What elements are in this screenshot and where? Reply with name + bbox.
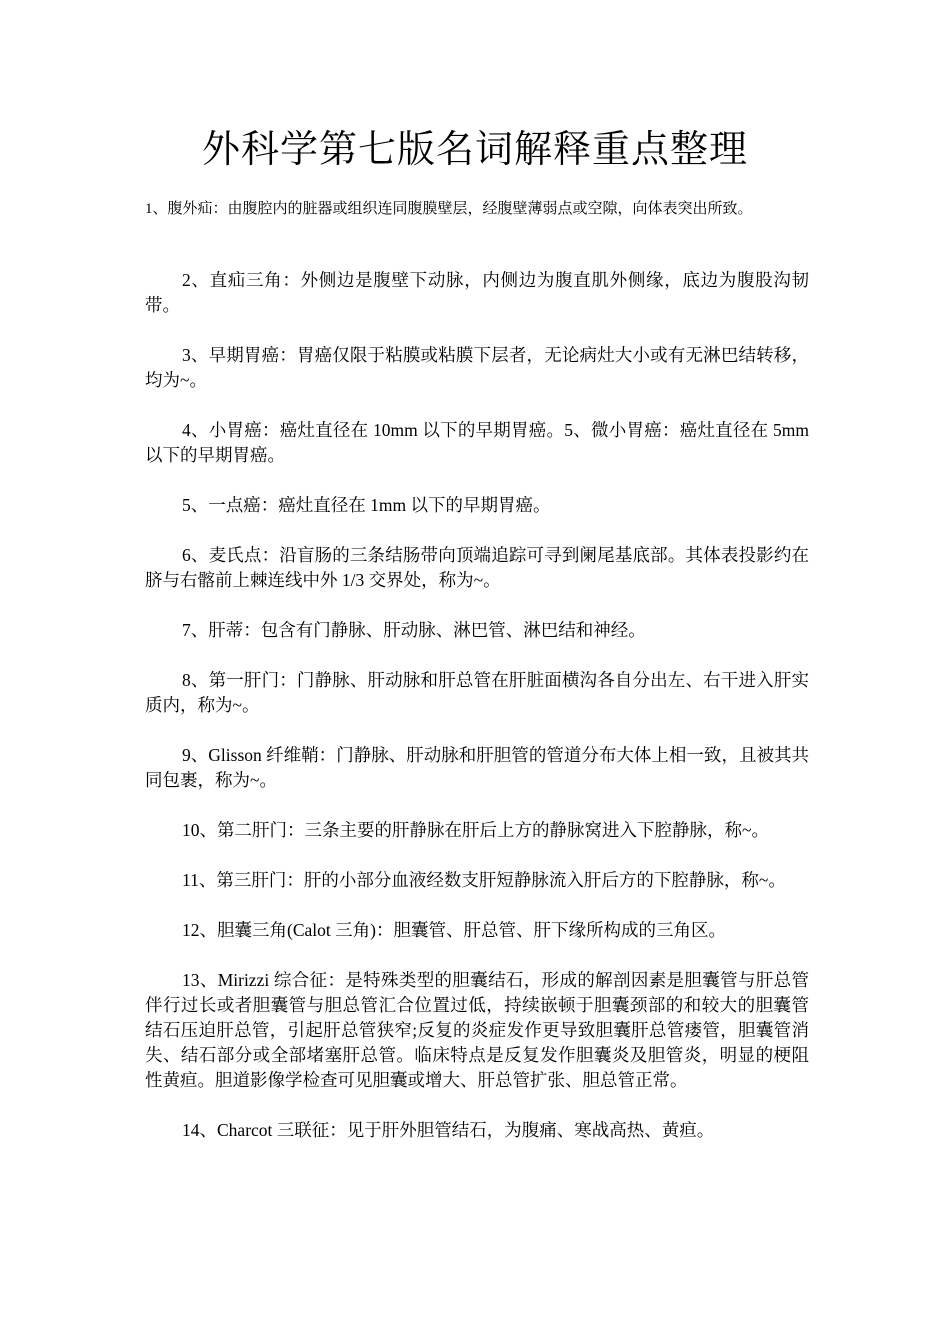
definition-5-one-point-cancer: 5、一点癌：癌灶直径在 1mm 以下的早期胃癌。 bbox=[182, 495, 551, 515]
definition-6: 6、麦氏点：沿盲肠的三条结肠带向顶端追踪可寻到阑尾基底部。其体表投影约在脐与右髂前上棘连线中外 1/3 交界处，称为~。 bbox=[145, 545, 809, 590]
definition-11: 11、第三肝门：肝的小部分血液经数支肝短静脉流入肝后方的下腔静脉，称~。 bbox=[182, 870, 786, 890]
definition-1: 1、腹外疝：由腹腔内的脏器或组织连同腹膜壁层，经腹壁薄弱点或空隙，向体表突出所致。 bbox=[145, 201, 753, 217]
definition-8: 8、第一肝门：门静脉、肝动脉和肝总管在肝脏面横沟各自分出左、右干进入肝实质内，称为~。 bbox=[145, 670, 809, 715]
definition-14: 14、Charcot 三联征：见于肝外胆管结石，为腹痛、寒战高热、黄疸。 bbox=[182, 1120, 715, 1140]
definition-4-5: 4、小胃癌：癌灶直径在 10mm 以下的早期胃癌。5、微小胃癌：癌灶直径在 5mm 以下的早期胃癌。 bbox=[145, 420, 809, 465]
definition-10: 10、第二肝门：三条主要的肝静脉在肝后上方的静脉窝进入下腔静脉，称~。 bbox=[182, 820, 769, 840]
definition-2: 2、直疝三角：外侧边是腹壁下动脉，内侧边为腹直肌外侧缘，底边为腹股沟韧带。 bbox=[145, 270, 809, 315]
definition-3: 3、早期胃癌：胃癌仅限于粘膜或粘膜下层者，无论病灶大小或有无淋巴结转移，均为~。 bbox=[145, 345, 809, 390]
definition-13: 13、Mirizzi 综合征：是特殊类型的胆囊结石，形成的解剖因素是胆囊管与肝总管伴行过长或者胆囊管与胆总管汇合位置过低，持续嵌顿于胆囊颈部的和较大的胆囊管结石压迫肝总管，引起肝总管狭窄;反复的炎症发作更导致胆囊肝总管瘘管，胆囊管消失、结石部分或全部堵塞肝总管。临床特点是反复发作胆囊炎及胆管炎，明显的梗阻性黄疸。胆道影像学检查可见胆囊或增大、肝总管扩张、胆总管正常。 bbox=[145, 970, 809, 1090]
document-title: 外科学第七版名词解释重点整理 bbox=[201, 129, 748, 171]
definition-12: 12、胆囊三角(Calot 三角)：胆囊管、肝总管、肝下缘所构成的三角区。 bbox=[182, 920, 726, 940]
definition-list bbox=[145, 268, 809, 1168]
definition-9: 9、Glisson 纤维鞘：门静脉、肝动脉和肝胆管的管道分布大体上相一致，且被其共同包裹，称为~。 bbox=[145, 745, 809, 790]
definition-7: 7、肝蒂：包含有门静脉、肝动脉、淋巴管、淋巴结和神经。 bbox=[182, 620, 646, 640]
